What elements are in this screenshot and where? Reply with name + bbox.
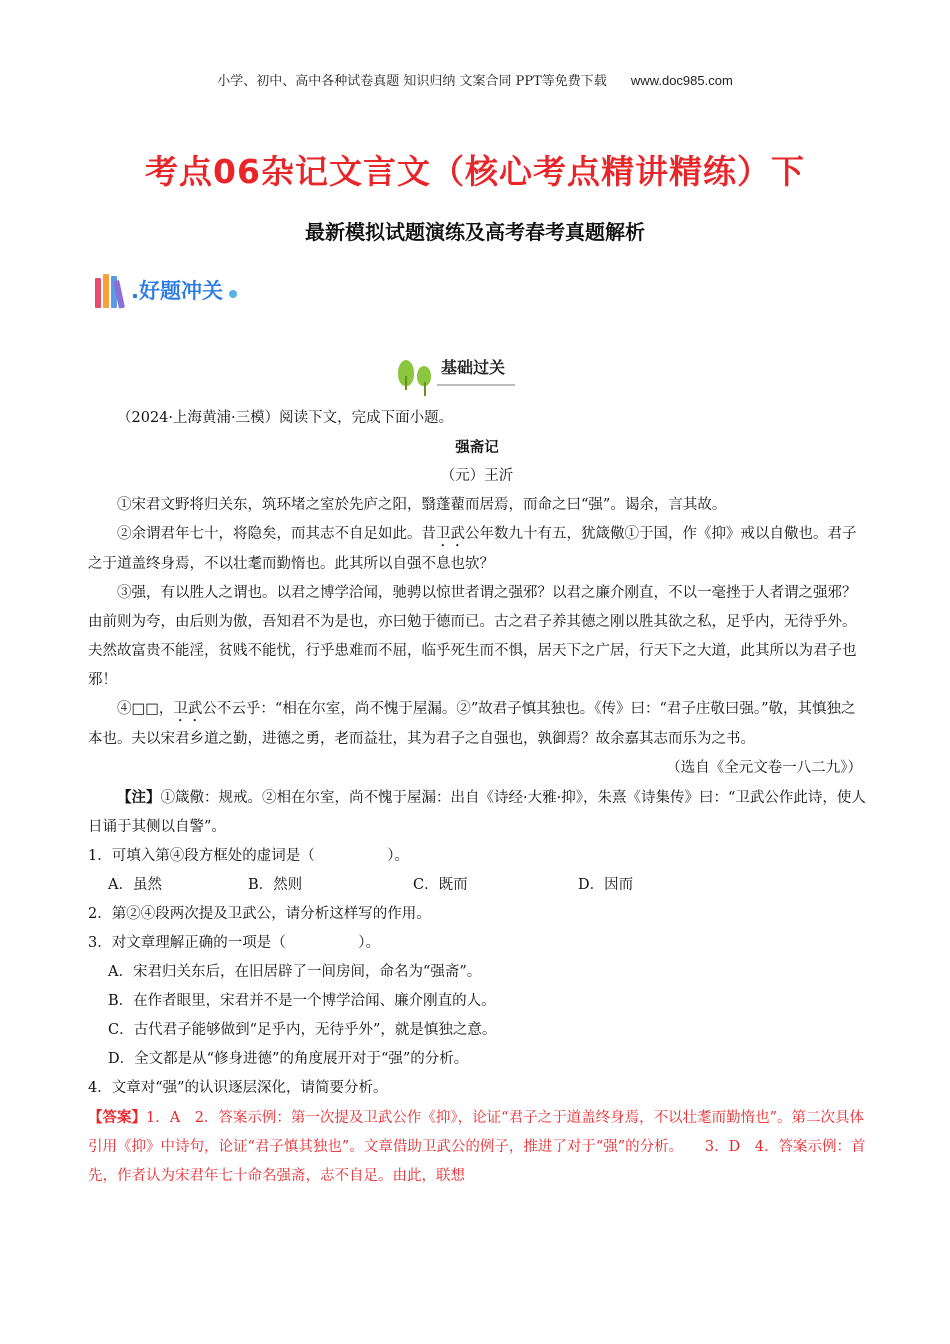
question-1-option: D．因而 [578,877,634,893]
passage-source: （2024·上海黄浦·三模）阅读下文，完成下面小题。 [117,410,454,426]
passage-citation: （选自《全元文卷一八二九》） [666,760,862,776]
books-icon [95,272,125,308]
question-1-option: B．然则 [248,877,303,893]
passage-note [88,783,866,842]
question-4: 4．文章对“强”的认识逐层深化，请简要分析。 [88,1080,388,1096]
question-2: 2．第②④段两次提及卫武公，请分析这样写的作用。 [88,906,431,922]
paragraph-4-emphasis: 卫武 [173,701,203,717]
note-text: ①箴儆：规戒。②相在尔室，尚不愧于屋漏：出自《诗经·大雅·抑》，朱熹《诗集传》曰：“卫武公作此诗，使人日诵于其侧以自警”。 [88,790,866,835]
banner-dot [229,290,237,298]
question-3: 3．对文章理解正确的一项是（ ）。 [88,935,380,951]
passage-author: （元）王沂 [440,468,514,484]
note-label: 【注】 [117,789,161,806]
header-url[interactable]: www.doc985.com [630,73,733,88]
page-title: 考点06杂记文言文（核心考点精讲精练）下 [145,152,805,191]
passage-paragraph-4 [88,695,866,754]
passage-paragraph-3: ③强，有以胜人之谓也。以君之博学洽闻，驰骋以惊世者谓之强邪？以君之廉介刚直，不以一毫挫于人者谓之强邪？由前则为夸，由后则为傲，吾知君不为是也，亦曰勉于德而已。古之君子养其德之刚以胜其欲之私，足乎内，无待乎外。夫然故富贵不能淫，贫贱不能忧，行乎患难而不屈，临乎死生而不惧，居天下之广居，行天下之大道，此其所以为君子也邪！ [88,585,857,688]
site-header [0,70,950,89]
section-badge [398,346,515,386]
tree-icon [398,360,431,386]
passage-title: 强斋记 [455,439,499,456]
question-3-option: C．古代君子能够做到“足乎内，无待乎外”，就是慎独之意。 [108,1022,497,1038]
question-3-option: A．宋君归关东后，在旧居辟了一间房间，命名为“强斋”。 [108,964,482,980]
good-questions-banner [95,268,237,312]
question-1-option: C．既而 [413,877,468,893]
banner-label: .好题冲关 [131,279,223,303]
header-text: 小学、初中、高中各种试卷真题 知识归纳 文案合同 PPT等免费下载 [217,74,607,89]
section-label: 基础过关 [437,355,515,386]
passage-paragraph-2 [88,520,866,579]
document-body [88,404,866,1191]
paragraph-2-emphasis: 卫武 [436,526,465,542]
paragraph-2-text-b: 公年数九十有五，犹箴儆①于国，作《抑》戒以自儆也。君子之于道盖终身焉，不以壮耄而勤惰也。此其所以自强不息也欤？ [88,526,857,572]
question-3-option: D．全文都是从“修身进德”的角度展开对于“强”的分析。 [108,1051,469,1067]
question-1-option: A．虽然 [108,877,162,893]
question-1-options [88,871,866,900]
paragraph-2-text-a: ②余谓君年七十，将隐矣，而其志不自足如此。昔 [117,526,436,542]
question-3-option: B．在作者眼里，宋君并不是一个博学洽闻、廉介刚直的人。 [108,993,496,1009]
passage-paragraph-1: ①宋君文野将归关东，筑环堵之室於先庐之阳，翳蓬藋而居焉，而命之曰“强”。谒余，言其故。 [117,497,727,513]
paragraph-4-text-a: ④□□， [117,701,174,717]
answer-block [88,1103,866,1191]
question-1: 1．可填入第④段方框处的虚词是（ ）。 [88,848,409,864]
page-subtitle: 最新模拟试题演练及高考春考真题解析 [305,220,645,244]
answer-text: 1．A 2．答案示例：第一次提及卫武公作《抑》，论证“君子之于道盖终身焉，不以壮耄而勤惰也”。第二次具体引用《抑》中诗句，论证“君子慎其独也”。文章借助卫武公的例子，推进了对于“强”的分析。 3．D 4．答案示例：首先，作者认为宋君年七十命名强斋，志不自足。由此，联想 [88,1110,866,1184]
answer-label: 【答案】 [88,1109,146,1126]
paragraph-4-text-b: 公不云乎：“相在尔室，尚不愧于屋漏。②”故君子慎其独也。《传》曰：“君子庄敬曰强。”敬，其慎独之本也。夫以宋君乡道之勤，进德之勇，老而益壮，其为君子之自强也，孰御焉？故余嘉其志而乐为之书。 [88,701,856,747]
